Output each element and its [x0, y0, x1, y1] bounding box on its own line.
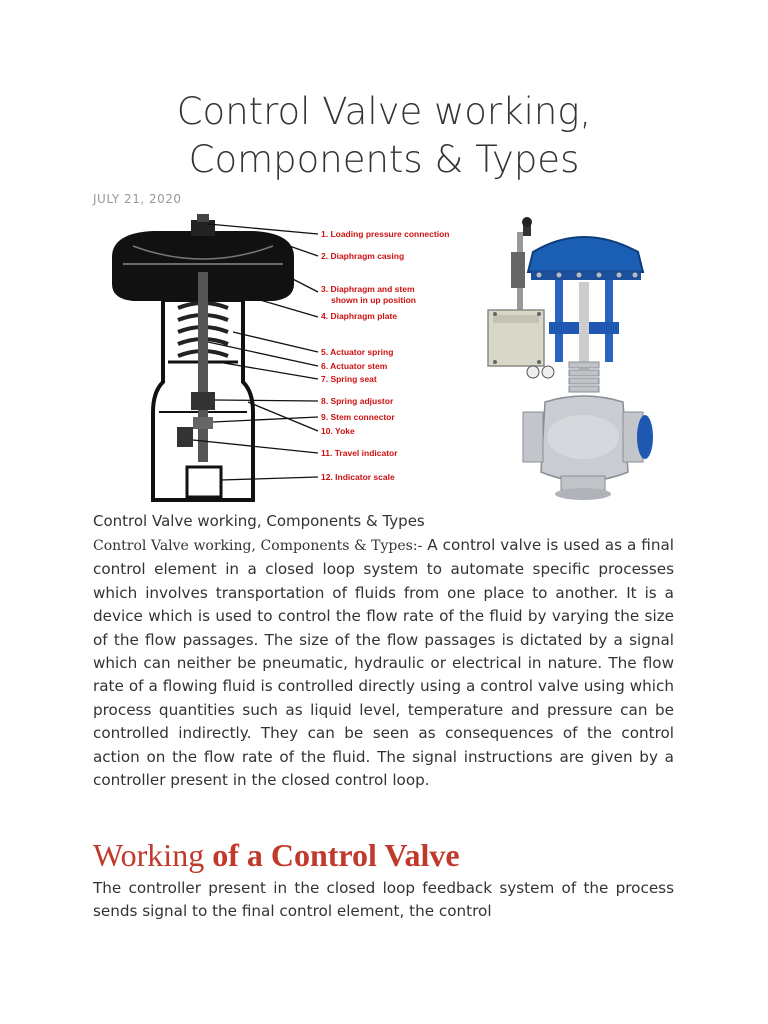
title-line-1: Control Valve working,: [176, 90, 592, 133]
label-diaphragm-plate: 4. Diaphragm plate: [321, 311, 398, 321]
label-spring-adjustor: 8. Spring adjustor: [321, 396, 394, 406]
cutaway-diagram: [113, 214, 318, 500]
control-valve-photo: [488, 217, 653, 500]
label-stem-connector: 9. Stem connector: [321, 412, 395, 422]
label-diaphragm-casing: 2. Diaphragm casing: [321, 251, 405, 261]
label-indicator-scale: 12. Indicator scale: [321, 472, 395, 482]
label-spring-seat: 7. Spring seat: [321, 374, 377, 384]
control-valve-figure: [93, 212, 677, 512]
intro-body: A control valve is used as a final control element in a closed loop system to automate specific processes which involves transportation of fluids from one place to another. It is a device which is used to control the flow rate of the fluid by varying the size of the flow passages. The size of the flow passages is dictated by a signal which can neither be pneumatic, hydraulic or electrical in nature. The flow rate of a flowing fluid is controlled directly using a control valve using which process quantities such as liquid level, temperature and pressure can be controlled indirectly. They can be seen as consequences of the control action on the flow rate of the fluid. The signal instructions are given by a controller present in the closed control loop.: [93, 536, 675, 790]
working-paragraph: The controller present in the closed loop feedback system of the process sends signal to the final control element, the control: [93, 879, 674, 921]
label-actuator-spring: 5. Actuator spring: [321, 347, 394, 357]
page-title: [60, 88, 708, 184]
label-yoke: 10. Yoke: [321, 426, 355, 436]
diagram-labels: [321, 229, 449, 482]
section-heading: [93, 834, 460, 876]
label-actuator-stem: 6. Actuator stem: [321, 361, 388, 371]
label-up-position: shown in up position: [331, 295, 416, 305]
label-travel-indicator: 11. Travel indicator: [321, 448, 398, 458]
intro-paragraph: [93, 534, 674, 792]
title-line-2: Components & Types: [188, 138, 580, 181]
label-loading-pressure: 1. Loading pressure connection: [321, 229, 450, 239]
heading-working: Working: [93, 837, 205, 873]
post-date: JULY 21, 2020: [93, 192, 182, 206]
label-diaphragm-stem: 3. Diaphragm and stem: [321, 284, 415, 294]
figure-caption: Control Valve working, Components & Types: [93, 512, 425, 530]
heading-of-control-valve: of a Control Valve: [204, 837, 460, 873]
intro-lead: Control Valve working, Components & Types:-: [93, 538, 423, 554]
